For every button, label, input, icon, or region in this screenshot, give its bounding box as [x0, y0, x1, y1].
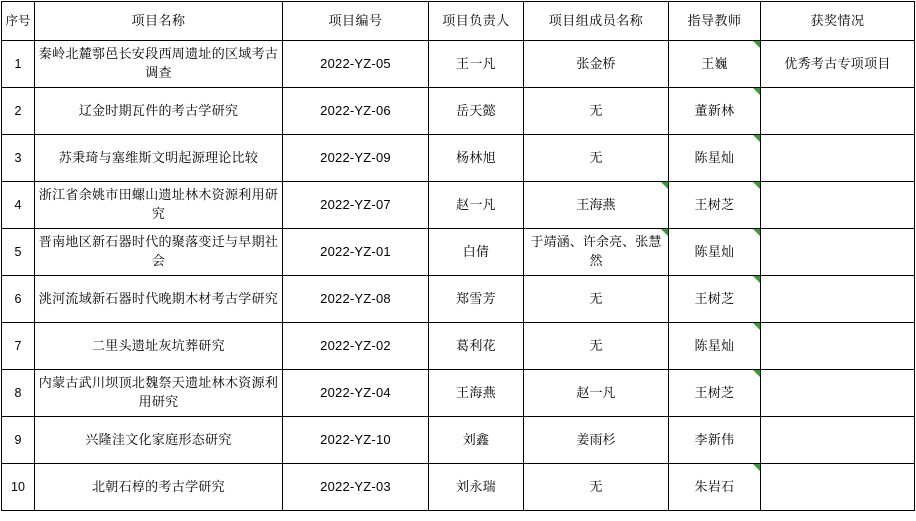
cell-award — [761, 88, 915, 135]
cell-advisor: 陈星灿 — [669, 135, 761, 182]
cell-project-code: 2022-YZ-03 — [283, 464, 429, 511]
table-row — [2, 229, 915, 276]
cell-award: 优秀考古专项项目 — [761, 41, 915, 88]
cell-award — [761, 417, 915, 464]
table-row — [2, 135, 915, 182]
cell-seq: 6 — [2, 276, 35, 323]
cell-seq: 9 — [2, 417, 35, 464]
table-row — [2, 370, 915, 417]
table-header — [2, 2, 915, 41]
table-row — [2, 88, 915, 135]
cell-advisor: 董新林 — [669, 88, 761, 135]
cell-project-leader: 杨林旭 — [429, 135, 524, 182]
cell-project-name: 内蒙古武川坝顶北魏祭天遗址林木资源利用研究 — [35, 370, 283, 417]
cell-project-name: 洮河流域新石器时代晚期木材考古学研究 — [35, 276, 283, 323]
cell-project-name: 秦岭北麓鄠邑长安段西周遗址的区域考古调查 — [35, 41, 283, 88]
table-row — [2, 276, 915, 323]
cell-project-members: 无 — [524, 135, 669, 182]
cell-project-code: 2022-YZ-05 — [283, 41, 429, 88]
cell-award — [761, 182, 915, 229]
cell-project-leader: 岳天懿 — [429, 88, 524, 135]
cell-project-members: 张金桥 — [524, 41, 669, 88]
cell-seq: 5 — [2, 229, 35, 276]
cell-project-name: 兴隆洼文化家庭形态研究 — [35, 417, 283, 464]
cell-award — [761, 276, 915, 323]
table-row — [2, 323, 915, 370]
cell-project-name: 辽金时期瓦件的考古学研究 — [35, 88, 283, 135]
cell-advisor: 王树芝 — [669, 276, 761, 323]
cell-project-members: 王海燕 — [524, 182, 669, 229]
header-project-leader: 项目负责人 — [429, 2, 524, 41]
cell-project-leader: 王海燕 — [429, 370, 524, 417]
cell-project-code: 2022-YZ-09 — [283, 135, 429, 182]
cell-project-members: 无 — [524, 323, 669, 370]
cell-award — [761, 370, 915, 417]
cell-award — [761, 135, 915, 182]
cell-project-code: 2022-YZ-02 — [283, 323, 429, 370]
header-row — [2, 2, 915, 41]
cell-project-leader: 刘鑫 — [429, 417, 524, 464]
cell-advisor: 李新伟 — [669, 417, 761, 464]
cell-project-code: 2022-YZ-08 — [283, 276, 429, 323]
cell-project-code: 2022-YZ-07 — [283, 182, 429, 229]
header-project-code: 项目编号 — [283, 2, 429, 41]
cell-project-leader: 王一凡 — [429, 41, 524, 88]
cell-project-code: 2022-YZ-04 — [283, 370, 429, 417]
cell-seq: 10 — [2, 464, 35, 511]
header-seq: 序号 — [2, 2, 35, 41]
cell-project-name: 苏秉琦与塞维斯文明起源理论比较 — [35, 135, 283, 182]
cell-project-leader: 郑雪芳 — [429, 276, 524, 323]
table-row — [2, 464, 915, 511]
cell-project-leader: 赵一凡 — [429, 182, 524, 229]
header-project-name: 项目名称 — [35, 2, 283, 41]
header-project-members: 项目组成员名称 — [524, 2, 669, 41]
table-row — [2, 417, 915, 464]
cell-project-leader: 刘永瑞 — [429, 464, 524, 511]
cell-seq: 7 — [2, 323, 35, 370]
cell-award — [761, 464, 915, 511]
cell-project-members: 无 — [524, 88, 669, 135]
header-award: 获奖情况 — [761, 2, 915, 41]
cell-project-members: 姜雨杉 — [524, 417, 669, 464]
cell-advisor: 陈星灿 — [669, 323, 761, 370]
cell-seq: 4 — [2, 182, 35, 229]
cell-project-leader: 白倩 — [429, 229, 524, 276]
cell-project-code: 2022-YZ-06 — [283, 88, 429, 135]
cell-project-members: 于靖涵、许余亮、张慧然 — [524, 229, 669, 276]
cell-project-members: 赵一凡 — [524, 370, 669, 417]
cell-project-name: 晋南地区新石器时代的聚落变迁与早期社会 — [35, 229, 283, 276]
cell-project-name: 浙江省余姚市田螺山遗址林木资源利用研究 — [35, 182, 283, 229]
cell-project-members: 无 — [524, 276, 669, 323]
cell-seq: 2 — [2, 88, 35, 135]
project-table — [1, 1, 915, 511]
table-row — [2, 41, 915, 88]
cell-award — [761, 323, 915, 370]
cell-advisor: 王树芝 — [669, 182, 761, 229]
cell-advisor: 陈星灿 — [669, 229, 761, 276]
cell-project-code: 2022-YZ-10 — [283, 417, 429, 464]
cell-project-name: 二里头遗址灰坑葬研究 — [35, 323, 283, 370]
spreadsheet-sheet — [0, 1, 916, 521]
cell-advisor: 王树芝 — [669, 370, 761, 417]
cell-seq: 1 — [2, 41, 35, 88]
table-row — [2, 182, 915, 229]
header-advisor: 指导教师 — [669, 2, 761, 41]
cell-project-leader: 葛利花 — [429, 323, 524, 370]
cell-award — [761, 229, 915, 276]
cell-seq: 8 — [2, 370, 35, 417]
cell-seq: 3 — [2, 135, 35, 182]
cell-project-code: 2022-YZ-01 — [283, 229, 429, 276]
table-body — [2, 41, 915, 511]
cell-project-members: 无 — [524, 464, 669, 511]
cell-advisor: 朱岩石 — [669, 464, 761, 511]
cell-advisor: 王巍 — [669, 41, 761, 88]
cell-project-name: 北朝石椁的考古学研究 — [35, 464, 283, 511]
